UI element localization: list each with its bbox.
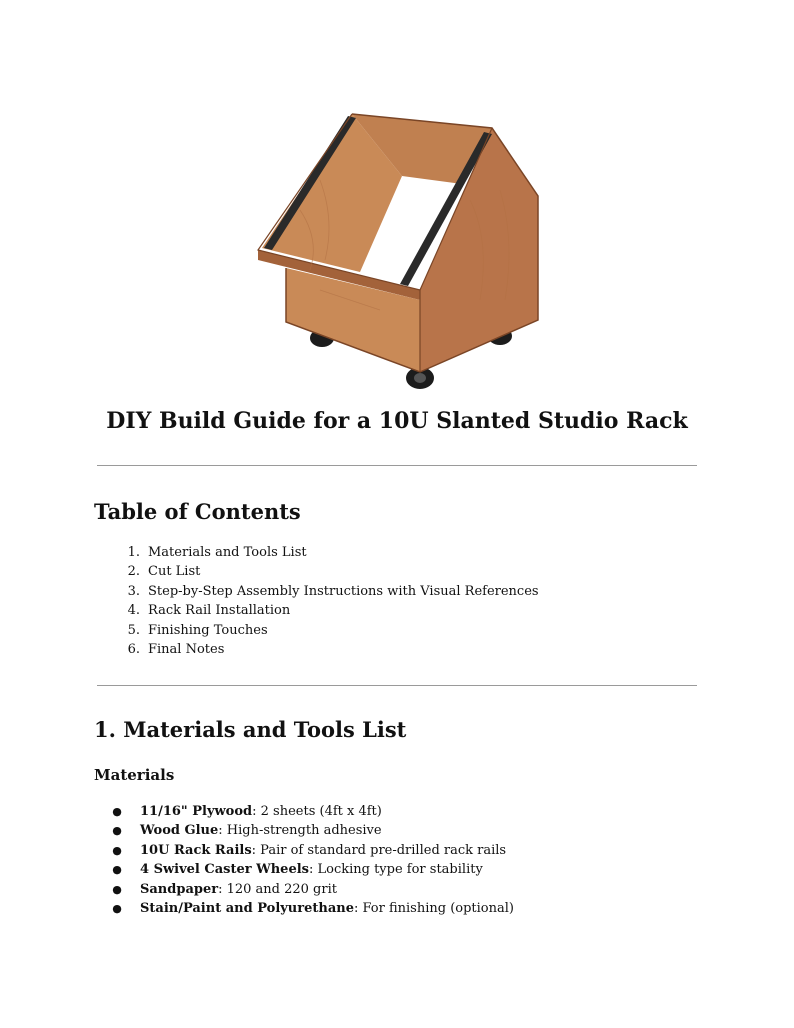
bullet-icon: ● — [112, 901, 122, 915]
section1-heading: 1. Materials and Tools List — [94, 717, 407, 742]
list-item: ● 10U Rack Rails: Pair of standard pre-drilled rack rails — [94, 841, 514, 860]
materials-list — [94, 802, 514, 918]
list-item: ● Stain/Paint and Polyurethane: For finishing (optional) — [94, 899, 514, 918]
page-title: DIY Build Guide for a 10U Slanted Studio Rack — [106, 408, 688, 434]
rack-illustration — [250, 100, 550, 400]
materials-subheading: Materials — [94, 766, 175, 784]
bullet-icon: ● — [112, 824, 122, 838]
list-item: ● 11/16" Plywood: 2 sheets (4ft x 4ft) — [94, 802, 514, 821]
rack-front-box — [286, 268, 420, 372]
list-item: ● Wood Glue: High-strength adhesive — [94, 821, 514, 840]
divider-1 — [97, 465, 697, 466]
divider-2 — [97, 685, 697, 686]
toc-item: 6. Final Notes — [127, 641, 225, 657]
toc-item: 2. Cut List — [127, 564, 201, 580]
bullet-icon: ● — [112, 843, 122, 857]
toc-item: 1. Materials and Tools List — [127, 545, 307, 560]
toc-list — [94, 543, 539, 659]
list-item: ● Sandpaper: 120 and 220 grit — [94, 880, 514, 899]
bullet-icon: ● — [112, 882, 122, 896]
toc-heading: Table of Contents — [94, 499, 301, 524]
bullet-icon: ● — [112, 805, 122, 818]
toc-item: 5. Finishing Touches — [127, 622, 268, 638]
toc-item: 4. Rack Rail Installation — [127, 603, 291, 619]
bullet-icon: ● — [112, 863, 122, 877]
list-item: ● 4 Swivel Caster Wheels: Locking type for stability — [94, 860, 514, 879]
toc-item: 3. Step-by-Step Assembly Instructions with Visual References — [127, 583, 539, 599]
